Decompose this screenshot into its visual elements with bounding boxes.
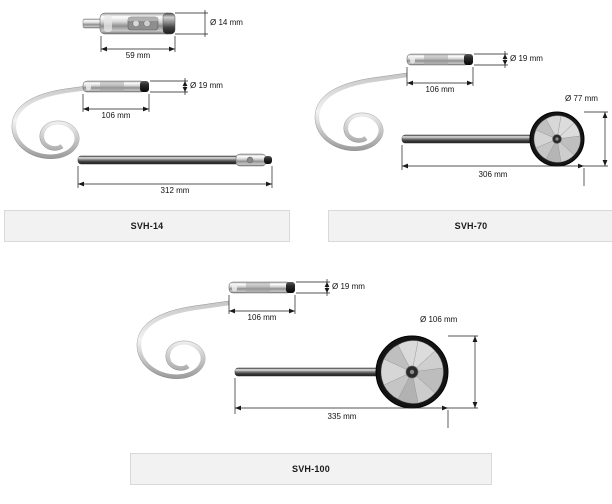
dim-handle-length: 106 mm: [101, 111, 131, 120]
head-detail-svh-14: [83, 13, 175, 34]
svh-70-illustration: [312, 0, 612, 245]
dim-vane-diameter: Ø 106 mm: [420, 315, 458, 324]
cable-coil-svh-100: [139, 303, 229, 377]
caption-svh-14: SVH-14: [4, 210, 290, 242]
dim-handle-diameter: Ø 19 mm: [332, 282, 365, 291]
caption-svh-100: SVH-100: [130, 453, 492, 485]
shaft-svh-100: [235, 368, 383, 376]
dim-handle-diameter: Ø 19 mm: [190, 81, 223, 90]
caption-svh-70: SVH-70: [328, 210, 612, 242]
vane-head-svh-70: [530, 112, 584, 166]
panel-svh-14: [0, 0, 300, 245]
vane-head-svh-100: [376, 336, 448, 408]
dim-head-diameter: Ø 14 mm: [210, 18, 243, 27]
panel-svh-100: [130, 258, 490, 504]
dim-vane-diameter: Ø 77 mm: [565, 94, 598, 103]
shaft-svh-14: [78, 154, 272, 166]
dim-total-length: 335 mm: [327, 412, 357, 421]
handle-svh-70: [407, 54, 473, 65]
handle-svh-100: [229, 282, 295, 293]
dim-total-length: 306 mm: [478, 170, 508, 179]
dim-handle-diameter: Ø 19 mm: [510, 54, 543, 63]
cable-coil-svh-70: [317, 75, 407, 149]
svh-14-illustration: [0, 0, 300, 245]
handle-svh-14: [83, 81, 149, 92]
dim-handle-length: 106 mm: [247, 313, 277, 322]
dim-total-length: 312 mm: [160, 186, 190, 195]
dim-head-length: 59 mm: [125, 51, 151, 60]
dim-handle-length: 106 mm: [425, 85, 455, 94]
panel-svh-70: [312, 0, 612, 245]
